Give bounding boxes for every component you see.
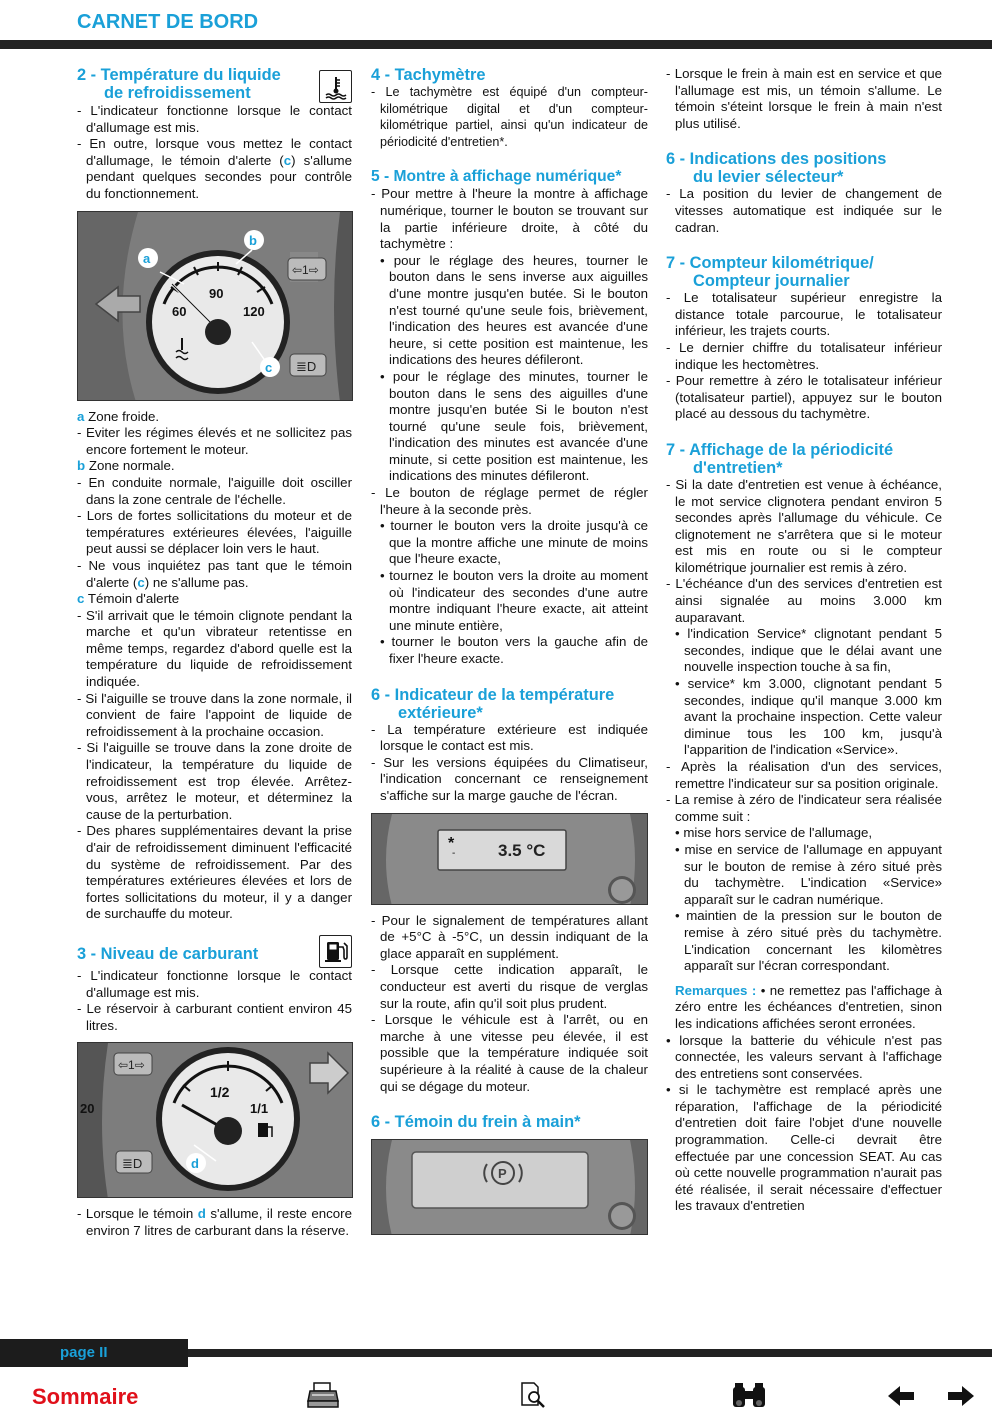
callout-b: b	[249, 232, 257, 248]
s2-paragraph: - S'il arrivait que le témoin clignote pendant la marche et qu'un vibrateur retentisse en même temps, regardez d'abord quelle est la température du liquide de refroidissement indiquée.	[77, 607, 352, 690]
gauge-label-120: 120	[243, 303, 265, 319]
svg-text:⇦1⇨: ⇦1⇨	[118, 1058, 145, 1073]
remarks-block: Remarques : • ne remettez pas l'affichage à zéro entre les échéances d'entretien, sinon les indications affichées seront erronées.	[675, 982, 942, 1031]
section-5-title: 5 - Montre à affichage numérique*	[371, 168, 622, 186]
column-1	[77, 66, 352, 1240]
fuel-gauge-label-20: 20	[80, 1101, 95, 1117]
remarks-item: • lorsque la batterie du véhicule n'est pas connectée, les valeurs servant à l'affichage des entretiens sont conservées.	[666, 1032, 942, 1081]
legend-c: c Témoin d'alerte	[77, 591, 180, 607]
s7b-paragraph: - Après la réalisation d'un des services, remettre l'indicateur sur sa position originale.	[666, 759, 942, 791]
handbrake-indicator-figure	[371, 1139, 648, 1235]
gauge-label-90: 90	[209, 285, 224, 301]
callout-d: d	[191, 1156, 199, 1172]
svg-text:⇦1⇨: ⇦1⇨	[292, 262, 319, 277]
header-divider	[0, 40, 992, 49]
s2-paragraph: - Des phares supplémentaires devant la prise d'air de refroidissement diminuent l'efficacité du système de refroidissement. Par des températures extérieures élevées et lors de fortes sollicitations du moteur, il y a danger de surchauffe du moteur.	[77, 823, 352, 922]
print-icon[interactable]	[306, 1381, 340, 1414]
display-ice-star: *	[448, 834, 455, 852]
fuel-pump-icon	[319, 935, 352, 968]
s6c-paragraph: - La position du levier de changement de vitesses automatique est indiquée sur le cadran.	[666, 186, 942, 235]
section-6c-title: 6 - Indications des positions du levier sélecteur*	[666, 150, 887, 187]
legend-a: a Zone froide.	[77, 408, 160, 424]
s5-bullet: • pour le réglage des minutes, tourner le bouton dans le sens des aiguilles d'une montre jusqu'en butée Si le bouton n'est tourné qu'une seule fois, brièvement, l'indication des minutes est avancée d'une minute, si cette position est maintenue, les indications des minutes défileront.	[380, 368, 648, 484]
s2-paragraph: - En conduite normale, l'aiguille doit osciller dans la zone centrale de l'échelle.	[77, 474, 352, 507]
s5-paragraph: - Pour mettre à l'heure la montre à affichage numérique, tourner le bouton se trouvant sur la partie inférieure droite, à côté du tachymètre :	[371, 186, 648, 252]
section-7a-title: 7 - Compteur kilométrique/ Compteur journalier	[666, 254, 874, 291]
s7a-paragraph: - Pour remettre à zéro le totalisateur inférieur (totalisateur partiel), appuyez sur le bouton placé au dessous du tachymètre.	[666, 373, 942, 422]
section-4-title: 4 - Tachymètre	[371, 66, 486, 84]
s3-paragraph: - L'indicateur fonctionne lorsque le contact d'allumage est mis.	[77, 967, 352, 1000]
svg-text:≣D: ≣D	[296, 358, 317, 374]
page-number: page II	[60, 1344, 108, 1361]
page-header-title: CARNET DE BORD	[77, 11, 259, 33]
fuel-gauge-figure	[77, 1042, 353, 1198]
gauge-label-60: 60	[172, 303, 187, 319]
s6a-paragraph: - Lorsque cette indication apparaît, le conducteur est averti du risque de verglas sur la route, afin qu'il soit plus prudent.	[371, 962, 648, 1011]
s7b-paragraph: - Si la date d'entretien est venue à échéance, le mot service clignotera pendant environ 5 secondes après l'allumage du véhicule. Ce clignotement ne s'arrêtera que si le moteur est mis en route ou si le compteur kilométrique journalier est remis à zéro.	[666, 476, 942, 575]
s5-bullet: • tournez le bouton vers la droite au moment où l'indicateur des secondes d'une autre montre indiquant l'heure exacte, ait atteint une minute entière,	[380, 568, 648, 633]
binoculars-icon[interactable]	[729, 1381, 769, 1416]
s7b-bullet: • l'indication Service* clignotant pendant 5 secondes, indique que le délai avant une nouvelle inspection touche à sa fin,	[675, 626, 942, 675]
s6a-paragraph: - Sur les versions équipées du Climatiseur, l'indication concernant ce renseignement s'affiche sur la marge gauche de l'écran.	[371, 754, 648, 803]
section-6b-title: 6 - Témoin du frein à main*	[371, 1113, 581, 1132]
sommaire-link[interactable]: Sommaire	[32, 1384, 139, 1409]
svg-text:≣D: ≣D	[122, 1156, 143, 1172]
s2-paragraph: - Ne vous inquiétez pas tant que le témoin d'alerte (c) ne s'allume pas.	[77, 557, 352, 590]
s2-paragraph: - L'indicateur fonctionne lorsque le contact d'allumage est mis.	[77, 103, 352, 135]
s2-paragraph: - Si l'aiguille se trouve dans la zone normale, il convient de faire l'appoint de liquide de refroidissement à la prochaine occasion.	[77, 690, 352, 739]
next-page-arrow-icon[interactable]	[946, 1384, 976, 1413]
s2-paragraph: - Si l'aiguille se trouve dans la zone droite de l'indicateur, la température du liquide de refroidissement est trop élevée. Arrêtez-vous, arrêtez le moteur, et déterminez la cause de la perturbation.	[77, 740, 352, 822]
fuel-gauge-label-full: 1/1	[250, 1101, 269, 1117]
s5-bullet: • tourner le bouton vers la droite jusqu'à ce que la montre affiche une minute de moins que l'heure exacte,	[380, 518, 648, 567]
s7b-bullet: • mise en service de l'allumage en appuyant sur le bouton de remise à zéro situé près du tachymètre. L'indication «Service» apparaît sur le cadran numérique.	[675, 841, 942, 907]
column-3	[666, 66, 942, 1215]
callout-a: a	[143, 250, 151, 266]
handbrake-icon: P	[498, 1166, 507, 1182]
s7b-bullet: • service* km 3.000, clignotant pendant 5 secondes, indique qu'il manque 3.000 km avant la prochaine inspection. Cette valeur diminue tous les 100 km, jusqu'à l'apparition de l'indication «Service».	[675, 676, 942, 758]
remarks-label: Remarques :	[675, 982, 757, 998]
s7b-paragraph: - L'échéance d'un des services d'entretien est ainsi signalée au moins 3.000 km auparavant.	[666, 576, 942, 625]
s7b-paragraph: - La remise à zéro de l'indicateur sera réalisée comme suit :	[666, 792, 942, 824]
page-number-tab	[0, 1339, 188, 1367]
s6a-paragraph: - Pour le signalement de températures allant de +5°C à -5°C, un dessin indiquant de la glace apparaît en supplément.	[371, 912, 648, 961]
s6a-paragraph: - Lorsque le véhicule est à l'arrêt, ou en marche à une vitesse peu élevée, il est possible que la température indiquée soit supérieure à la réalité à cause de la chaleur qui se dégage du moteur.	[371, 1012, 648, 1094]
svg-text:-: -	[452, 847, 456, 859]
coolant-gauge-figure	[77, 211, 353, 401]
coolant-temperature-icon	[319, 70, 352, 103]
s5-bullet: • tourner le bouton vers la gauche afin de fixer l'heure exacte.	[380, 634, 648, 666]
s2-paragraph: - En outre, lorsque vous mettez le contact d'allumage, le témoin d'alerte (c) s'allume pendant quelques secondes pour contrôle du fonctionnement.	[77, 136, 353, 201]
fuel-gauge-label-half: 1/2	[210, 1084, 230, 1101]
s3-paragraph: - Lorsque le témoin d s'allume, il reste encore environ 7 litres de carburant dans la réserve.	[77, 1206, 352, 1238]
section-7b-title: 7 - Affichage de la périodicité d'entretien*	[666, 440, 894, 477]
s6a-paragraph: - La température extérieure est indiquée lorsque le contact est mis.	[371, 721, 648, 754]
legend-b: b Zone normale.	[77, 458, 175, 474]
s7a-paragraph: - Le dernier chiffre du totalisateur inférieur indique les hectomètres.	[666, 339, 942, 372]
s5-bullet: • pour le réglage des heures, tourner le bouton dans le sens inverse aux aiguilles d'une montre jusqu'en butée. Si le bouton n'est tourné qu'une seule fois, brièvement, l'indication des heures est avancée d'une heure, si cette position est maintenue, les indications des heures défileront.	[380, 252, 648, 368]
callout-c: c	[265, 359, 273, 375]
s2-paragraph: - Lors de fortes sollicitations du moteur et de températures extérieures élevées, l'aiguille peut aussi se déplacer loin vers le haut.	[77, 508, 352, 557]
s7a-paragraph: - Le totalisateur supérieur enregistre la distance totale parcourue, le totalisateur inférieur, les trajets courts.	[666, 290, 942, 339]
remarks-item: • si le tachymètre est remplacé après une réparation, l'affichage de la périodicité d'entretien doit faire l'objet d'une nouvelle programmation. Celle-ci devrait être effectuée par une concession SEAT. Au cas où cette nouvelle programmation n'aurait pas été réalisée, il serait nécessaire d'effectuer les travaux d'entretien	[666, 1082, 942, 1214]
s5-paragraph: - Le bouton de réglage permet de régler l'heure à la seconde près.	[371, 485, 648, 517]
section-6a-title: 6 - Indicateur de la température extérieure*	[371, 685, 615, 722]
s2-paragraph: - Eviter les régimes élevés et ne sollicitez pas encore fortement le moteur.	[77, 425, 352, 457]
s4-paragraph: - Le tachymètre est équipé d'un compteur-kilométrique digital et d'un compteur-kilométrique partiel, ainsi qu'un indicateur de périodicité d'entretien*.	[371, 85, 648, 149]
previous-page-arrow-icon[interactable]	[886, 1384, 916, 1413]
outside-temperature-display-figure	[371, 813, 648, 905]
column-2	[371, 66, 648, 1243]
section-3-title: 3 - Niveau de carburant	[77, 935, 352, 968]
s6b-paragraph: - Lorsque le frein à main est en service et que l'allumage est mis, un témoin s'allume. Le témoin s'éteint lorsque le frein à main n'est plus utilisé.	[666, 66, 942, 131]
search-document-icon[interactable]	[519, 1381, 547, 1414]
s7b-bullet: • maintien de la pression sur le bouton de remise à zéro situé près du tachymètre. L'indication concernant les kilomètres apparaît sur l'écran correspondant.	[675, 908, 942, 974]
display-temperature: 3.5 °C	[498, 840, 546, 860]
section-2-title: 2 - Température du liquide de refroidissement	[77, 66, 352, 103]
s7b-bullet: • mise hors service de l'allumage,	[675, 825, 873, 841]
s3-paragraph: - Le réservoir à carburant contient environ 45 litres.	[77, 1001, 352, 1033]
